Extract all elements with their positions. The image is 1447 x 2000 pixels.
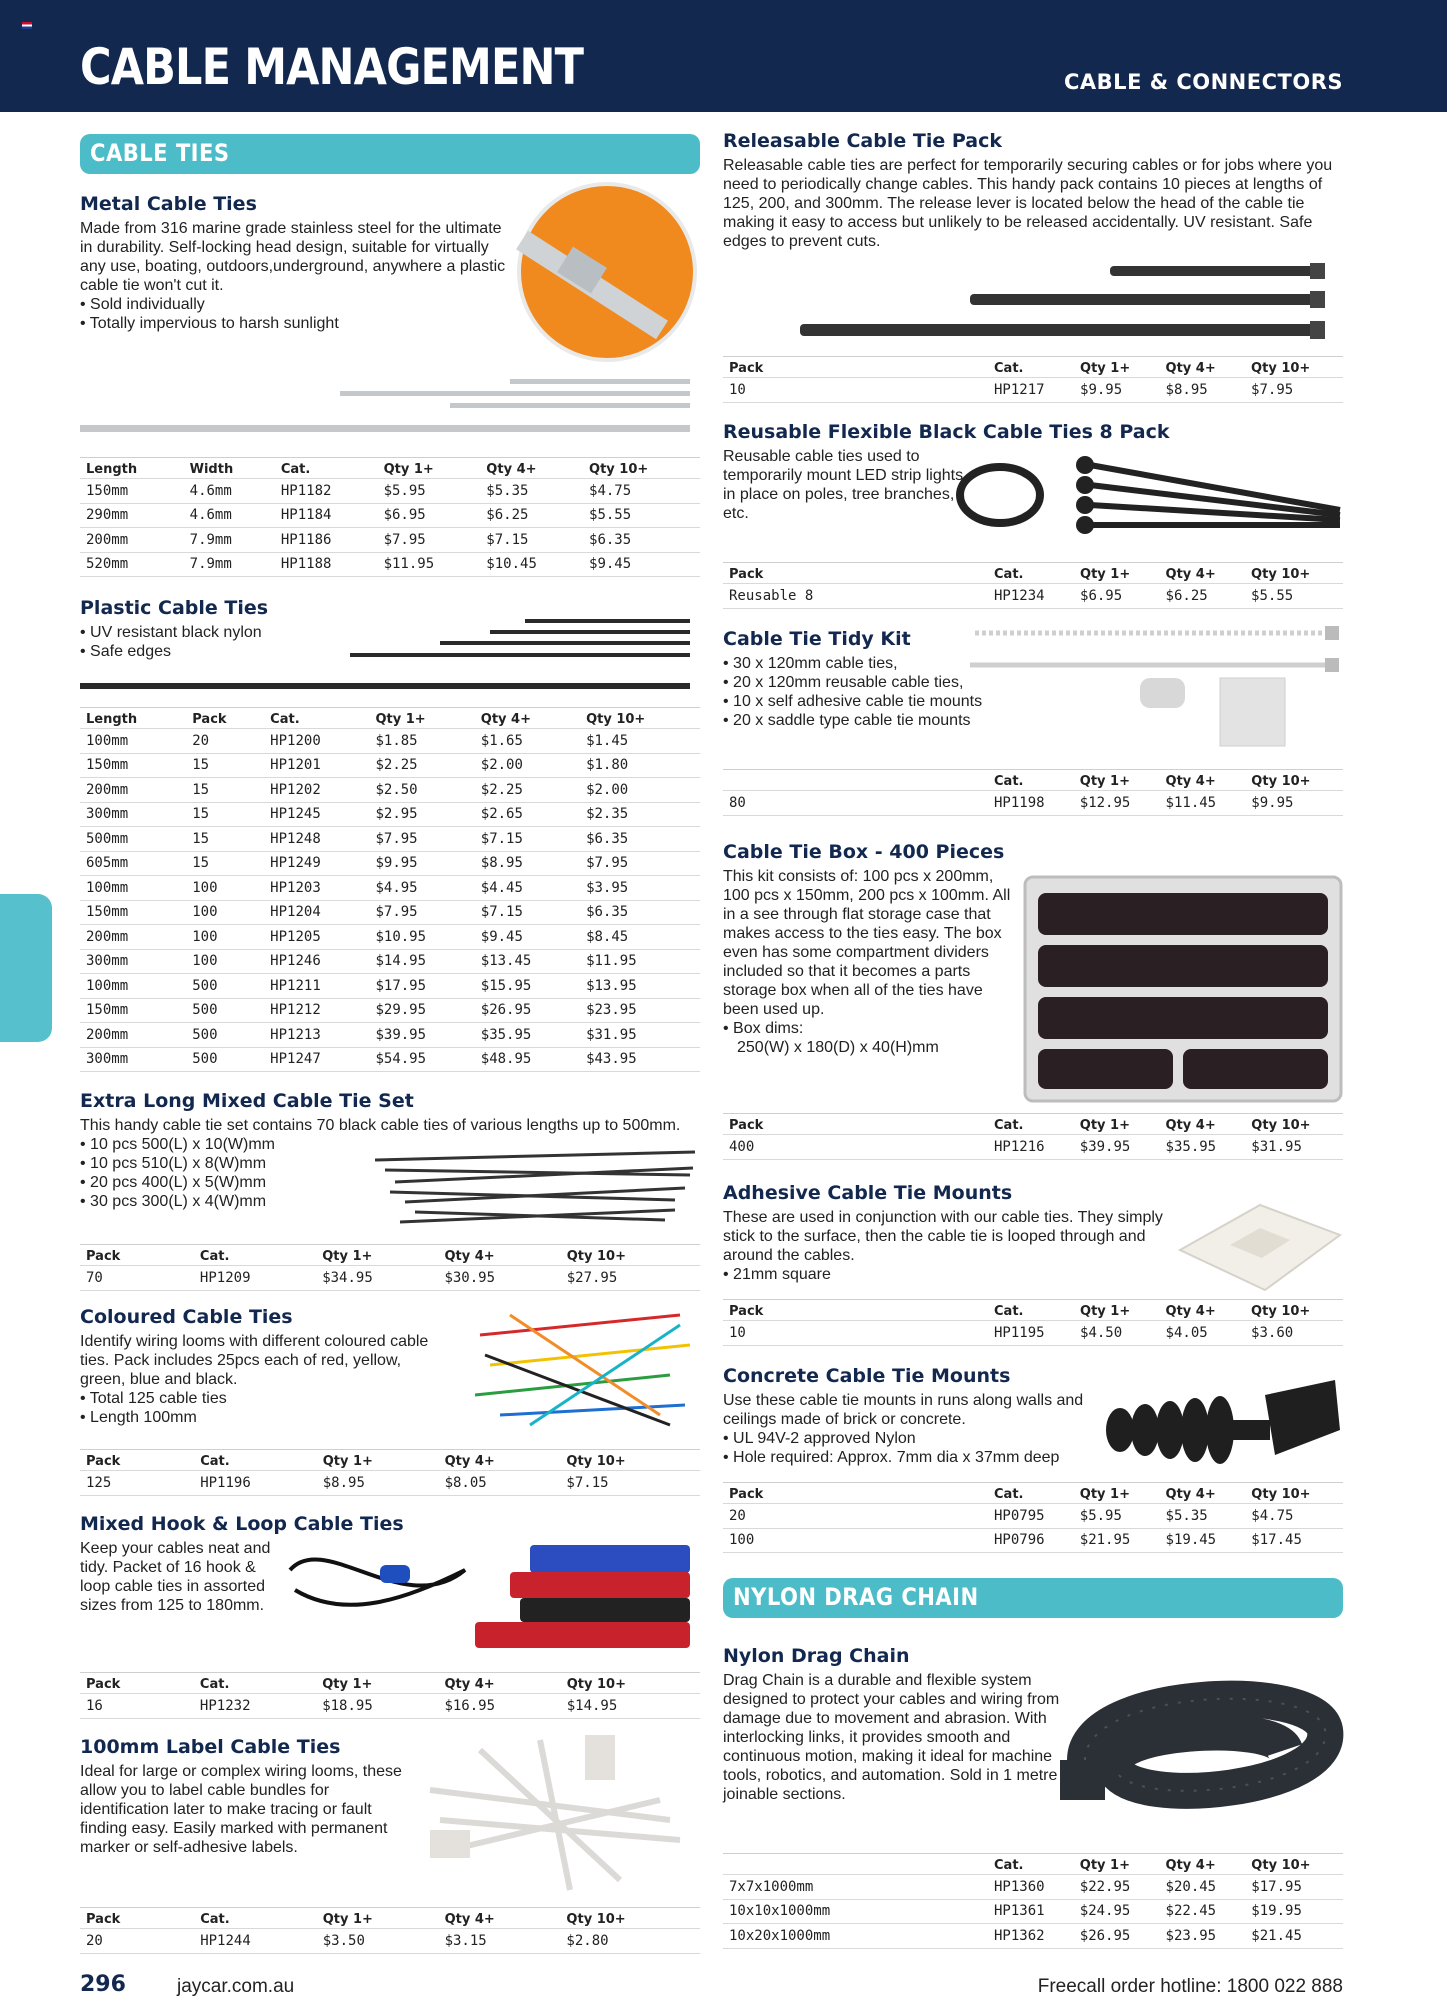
product-title: Reusable Flexible Black Cable Ties 8 Pack bbox=[723, 421, 1170, 443]
product-description: Made from 316 marine grade stainless steel for the ultimate in durability. Self-locking head design, suitable for virtually any use, boating, outdoors,underground, anywhere a plastic cable tie won't cut it. bbox=[80, 220, 506, 294]
product-title: Nylon Drag Chain bbox=[723, 1645, 910, 1667]
nylon-drag-chain bbox=[723, 1645, 1083, 1804]
table-row: 150mm 15 HP1201 $2.25 $2.00 $1.80 bbox=[80, 753, 700, 778]
table-row: 100 HP0796 $21.95 $19.45 $17.45 bbox=[723, 1528, 1343, 1553]
box-price-table: Pack Cat. Qty 1+ Qty 4+ Qty 10+ 400 HP1216 $39.95 $35.95 $31.95 bbox=[723, 1113, 1343, 1160]
reusable-flexible-cable-ties bbox=[723, 421, 1170, 523]
bullet: • UL 94V-2 approved Nylon bbox=[723, 1429, 1133, 1448]
table-row: 300mm 100 HP1246 $14.95 $13.45 $11.95 bbox=[80, 949, 700, 974]
section-tab-marker bbox=[0, 894, 52, 1042]
coloured-price-table: Pack Cat. Qty 1+ Qty 4+ Qty 10+ 125 HP1196 $8.95 $8.05 $7.15 bbox=[80, 1449, 700, 1496]
product-title: Coloured Cable Ties bbox=[80, 1306, 293, 1328]
product-title: Cable Tie Tidy Kit bbox=[723, 628, 911, 650]
table-row: 500mm 15 HP1248 $7.95 $7.15 $6.35 bbox=[80, 827, 700, 852]
table-row: 200mm 15 HP1202 $2.50 $2.25 $2.00 bbox=[80, 778, 700, 803]
table-row: 200mm 7.9mm HP1186 $7.95 $7.15 $6.35 bbox=[80, 528, 700, 553]
table-row: 100mm 20 HP1200 $1.85 $1.65 $1.45 bbox=[80, 729, 700, 754]
metal-tie-closeup-image bbox=[512, 180, 702, 365]
bullet: • 10 x self adhesive cable tie mounts bbox=[723, 692, 1043, 711]
extra-long-price-table: Pack Cat. Qty 1+ Qty 4+ Qty 10+ 70 HP1209 $34.95 $30.95 $27.95 bbox=[80, 1244, 700, 1291]
table-row: 300mm 500 HP1247 $54.95 $48.95 $43.95 bbox=[80, 1047, 700, 1072]
banner-cable-ties: CABLE TIES bbox=[80, 134, 700, 174]
metal-cable-ties bbox=[80, 193, 510, 333]
adhesive-price-table: Pack Cat. Qty 1+ Qty 4+ Qty 10+ 10 HP1195 $4.50 $4.05 $3.60 bbox=[723, 1299, 1343, 1346]
concrete-mount-image bbox=[1100, 1375, 1345, 1475]
drag-chain-price-table: Cat. Qty 1+ Qty 4+ Qty 10+ 7x7x1000mm HP1360 $22.95 $20.45 $17.95 10x10x1000mm HP1361 $24.95 $22.45 $19.95 10x20x1000mm HP1362 $26.95 $23.95 $21.45 bbox=[723, 1853, 1343, 1949]
table-row: 150mm 500 HP1212 $29.95 $26.95 $23.95 bbox=[80, 998, 700, 1023]
label-ties-image bbox=[420, 1730, 690, 1900]
product-description: Use these cable tie mounts in runs along walls and ceilings made of brick or concrete. bbox=[723, 1392, 1084, 1428]
adhesive-cable-tie-mounts bbox=[723, 1182, 1168, 1284]
table-row: 605mm 15 HP1249 $9.95 $8.95 $7.95 bbox=[80, 851, 700, 876]
hotline-text: Freecall order hotline: 1800 022 888 bbox=[1037, 1976, 1343, 1997]
product-title: Mixed Hook & Loop Cable Ties bbox=[80, 1513, 404, 1535]
table-row: 10x10x1000mm HP1361 $24.95 $22.45 $19.95 bbox=[723, 1899, 1343, 1924]
bullet: • Total 125 cable ties bbox=[80, 1389, 450, 1408]
table-row: 290mm 4.6mm HP1184 $6.95 $6.25 $5.55 bbox=[80, 503, 700, 528]
bullet: • Safe edges bbox=[80, 642, 380, 661]
bullet: • 20 pcs 400(L) x 5(W)mm bbox=[80, 1173, 700, 1192]
table-row: 100mm 100 HP1203 $4.95 $4.45 $3.95 bbox=[80, 876, 700, 901]
product-title: Adhesive Cable Tie Mounts bbox=[723, 1182, 1013, 1204]
product-title: Metal Cable Ties bbox=[80, 193, 257, 215]
releasable-ties-image bbox=[780, 258, 1345, 348]
table-row: Reusable 8 HP1234 $6.95 $6.25 $5.55 bbox=[723, 584, 1343, 609]
bullet: • Length 100mm bbox=[80, 1408, 450, 1427]
bullet: • Sold individually bbox=[80, 295, 510, 314]
product-description: Drag Chain is a durable and flexible system designed to protect your cables and wiring from damage due to movement and abrasion. With interlocking links, it provides smooth and continuous motion, making it ideal for machine tools, robotics, and automation. Sold in 1 metre joinable sections. bbox=[723, 1672, 1060, 1803]
tidy-kit-price-table: Cat. Qty 1+ Qty 4+ Qty 10+ 80 HP1198 $12.95 $11.45 $9.95 bbox=[723, 769, 1343, 816]
label-cable-ties bbox=[80, 1736, 410, 1857]
product-description: These are used in conjunction with our cable ties. They simply stick to the surface, then the cable tie is looped through and around the cables. bbox=[723, 1209, 1163, 1264]
table-row: 100mm 500 HP1211 $17.95 $15.95 $13.95 bbox=[80, 974, 700, 999]
bullet: • 20 x 120mm reusable cable ties, bbox=[723, 673, 1043, 692]
bullet: • 21mm square bbox=[723, 1265, 1168, 1284]
bullet: • 10 pcs 500(L) x 10(W)mm bbox=[80, 1135, 700, 1154]
drag-chain-image bbox=[1055, 1650, 1345, 1840]
adhesive-mount-image bbox=[1170, 1190, 1345, 1295]
plastic-ties-image bbox=[80, 615, 700, 695]
plastic-price-table: Length Pack Cat. Qty 1+ Qty 4+ Qty 10+ 100mm 20 HP1200 $1.85 $1.65 $1.45 150mm 15 HP1201 $2.25 $2.00 $1.80 200mm 15 HP1202 $2.50 $2.25 $2.00 300mm 15 HP1245 $2.95 $2.65 $2.35 500mm 15 HP1248 $7.95 $7.15 $6.35 605mm 15 HP1249 $9.95 $8.95 $7.95 100mm 100 HP1203 $4.95 $4.45 $3.95 150mm 100 HP1204 $7.95 $7.15 $6.35 200mm 100 HP1205 $10.95 $9.45 $8.45 300mm 100 HP1246 $14.95 $13.45 $11.95 100mm 500 HP1211 $17.95 $15.95 $13.95 150mm 500 HP1212 $29.95 $26.95 $23.95 200mm 500 HP1213 $39.95 $35.95 $31.95 300mm 500 HP1247 $54.95 $48.95 $43.95 bbox=[80, 707, 700, 1072]
product-description: This kit consists of: 100 pcs x 200mm, 100 pcs x 150mm, 200 pcs x 100mm. All in a see through flat storage case that makes access to the ties easy. The box even has some compartment dividers included so that it becomes a parts storage box when all of the ties have been used up. bbox=[723, 868, 1011, 1018]
product-description: Reusable cable ties used to temporarily mount LED strip lights in place on poles, tree branches, etc. bbox=[723, 448, 964, 522]
table-row: 7x7x1000mm HP1360 $22.95 $20.45 $17.95 bbox=[723, 1875, 1343, 1900]
bullet: • Totally impervious to harsh sunlight bbox=[80, 314, 510, 333]
bullet: • 30 x 120mm cable ties, bbox=[723, 654, 1043, 673]
table-row: 300mm 15 HP1245 $2.95 $2.65 $2.35 bbox=[80, 802, 700, 827]
banner-nylon-drag-chain: NYLON DRAG CHAIN bbox=[723, 1578, 1343, 1618]
product-description: Releasable cable ties are perfect for temporarily securing cables or for jobs where you need to periodically change cables. This handy pack contains 10 pieces at lengths of 125, 200, and 300mm. The release lever is located below the head of the cable tie making it easy to access but unlikely to be released accidentally. UV resistant. Safe edges to prevent cuts. bbox=[723, 157, 1333, 250]
page-title: CABLE MANAGEMENT bbox=[80, 38, 584, 96]
au-flag-icon bbox=[22, 22, 32, 29]
hook-loop-ties-image bbox=[285, 1530, 700, 1660]
table-row: 20 HP1244 $3.50 $3.15 $2.80 bbox=[80, 1929, 700, 1954]
bullet: • 30 pcs 300(L) x 4(W)mm bbox=[80, 1192, 700, 1211]
table-row: 150mm 4.6mm HP1182 $5.95 $5.35 $4.75 bbox=[80, 479, 700, 504]
table-row: 80 HP1198 $12.95 $11.45 $9.95 bbox=[723, 791, 1343, 816]
bullet: • Box dims: bbox=[723, 1019, 1013, 1038]
product-description: Keep your cables neat and tidy. Packet of 16 hook & loop cable ties in assorted sizes from 125 to 180mm. bbox=[80, 1540, 271, 1614]
table-row: 200mm 100 HP1205 $10.95 $9.45 $8.45 bbox=[80, 925, 700, 950]
product-description: Identify wiring looms with different coloured cable ties. Pack includes 25pcs each of red, yellow, green, blue and black. bbox=[80, 1333, 429, 1388]
website-link[interactable]: jaycar.com.au bbox=[177, 1976, 295, 1997]
bullet: • Hole required: Approx. 7mm dia x 37mm deep bbox=[723, 1448, 1283, 1467]
bullet: • 20 x saddle type cable tie mounts bbox=[723, 711, 1043, 730]
bullet: • UV resistant black nylon bbox=[80, 623, 380, 642]
cable-tie-box bbox=[723, 841, 1013, 1057]
hook-loop-cable-ties bbox=[80, 1513, 404, 1615]
header-bar bbox=[0, 0, 1447, 112]
table-row: 400 HP1216 $39.95 $35.95 $31.95 bbox=[723, 1135, 1343, 1160]
product-title: Extra Long Mixed Cable Tie Set bbox=[80, 1090, 414, 1112]
coloured-ties-image bbox=[470, 1295, 700, 1435]
table-row: 70 HP1209 $34.95 $30.95 $27.95 bbox=[80, 1266, 700, 1291]
reusable-ties-image bbox=[950, 450, 1345, 545]
cable-tie-box-image bbox=[1023, 875, 1343, 1103]
box-dimensions: 250(W) x 180(D) x 40(H)mm bbox=[737, 1039, 939, 1056]
table-row: 16 HP1232 $18.95 $16.95 $14.95 bbox=[80, 1694, 700, 1719]
label-price-table: Pack Cat. Qty 1+ Qty 4+ Qty 10+ 20 HP1244 $3.50 $3.15 $2.80 bbox=[80, 1907, 700, 1954]
product-description: This handy cable tie set contains 70 black cable ties of various lengths up to 500mm. bbox=[80, 1117, 681, 1134]
product-description: Ideal for large or complex wiring looms, these allow you to label cable bundles for identification later to make tracing or fault finding easy. Easily marked with permanent marker or self-adhesive labels. bbox=[80, 1763, 402, 1856]
hook-loop-price-table: Pack Cat. Qty 1+ Qty 4+ Qty 10+ 16 HP1232 $18.95 $16.95 $14.95 bbox=[80, 1672, 700, 1719]
page-number: 296 bbox=[80, 1972, 126, 1997]
table-row: 200mm 500 HP1213 $39.95 $35.95 $31.95 bbox=[80, 1023, 700, 1048]
section-label: CABLE & CONNECTORS bbox=[1064, 70, 1343, 94]
product-title: Concrete Cable Tie Mounts bbox=[723, 1365, 1011, 1387]
bullet: • 10 pcs 510(L) x 8(W)mm bbox=[80, 1154, 700, 1173]
product-title: Releasable Cable Tie Pack bbox=[723, 130, 1002, 152]
table-row: 10x20x1000mm HP1362 $26.95 $23.95 $21.45 bbox=[723, 1924, 1343, 1949]
tidy-kit-image bbox=[970, 618, 1345, 758]
table-row: 520mm 7.9mm HP1188 $11.95 $10.45 $9.45 bbox=[80, 552, 700, 577]
table-row: 10 HP1217 $9.95 $8.95 $7.95 bbox=[723, 378, 1343, 403]
coloured-cable-ties bbox=[80, 1306, 450, 1427]
product-title: 100mm Label Cable Ties bbox=[80, 1736, 341, 1758]
metal-price-table: Length Width Cat. Qty 1+ Qty 4+ Qty 10+ 150mm 4.6mm HP1182 $5.95 $5.35 $4.75 290mm 4.6mm HP1184 $6.95 $6.25 $5.55 200mm 7.9mm HP1186 $7.95 $7.15 $6.35 520mm 7.9mm HP1188 $11.95 $10.45 $9.45 bbox=[80, 457, 700, 577]
reusable-price-table: Pack Cat. Qty 1+ Qty 4+ Qty 10+ Reusable 8 HP1234 $6.95 $6.25 $5.55 bbox=[723, 562, 1343, 609]
product-title: Plastic Cable Ties bbox=[80, 597, 269, 619]
table-row: 125 HP1196 $8.95 $8.05 $7.15 bbox=[80, 1471, 700, 1496]
table-row: 150mm 100 HP1204 $7.95 $7.15 $6.35 bbox=[80, 900, 700, 925]
concrete-cable-tie-mounts bbox=[723, 1365, 1133, 1467]
metal-ties-image bbox=[80, 375, 700, 440]
table-row: 20 HP0795 $5.95 $5.35 $4.75 bbox=[723, 1504, 1343, 1529]
releasable-cable-tie-pack bbox=[723, 130, 1343, 251]
extra-long-ties-image bbox=[375, 1140, 700, 1235]
table-row: 10 HP1195 $4.50 $4.05 $3.60 bbox=[723, 1321, 1343, 1346]
releasable-price-table: Pack Cat. Qty 1+ Qty 4+ Qty 10+ 10 HP1217 $9.95 $8.95 $7.95 bbox=[723, 356, 1343, 403]
concrete-price-table: Pack Cat. Qty 1+ Qty 4+ Qty 10+ 20 HP0795 $5.95 $5.35 $4.75 100 HP0796 $21.95 $19.45 $17.45 bbox=[723, 1482, 1343, 1553]
product-title: Cable Tie Box - 400 Pieces bbox=[723, 841, 1005, 863]
